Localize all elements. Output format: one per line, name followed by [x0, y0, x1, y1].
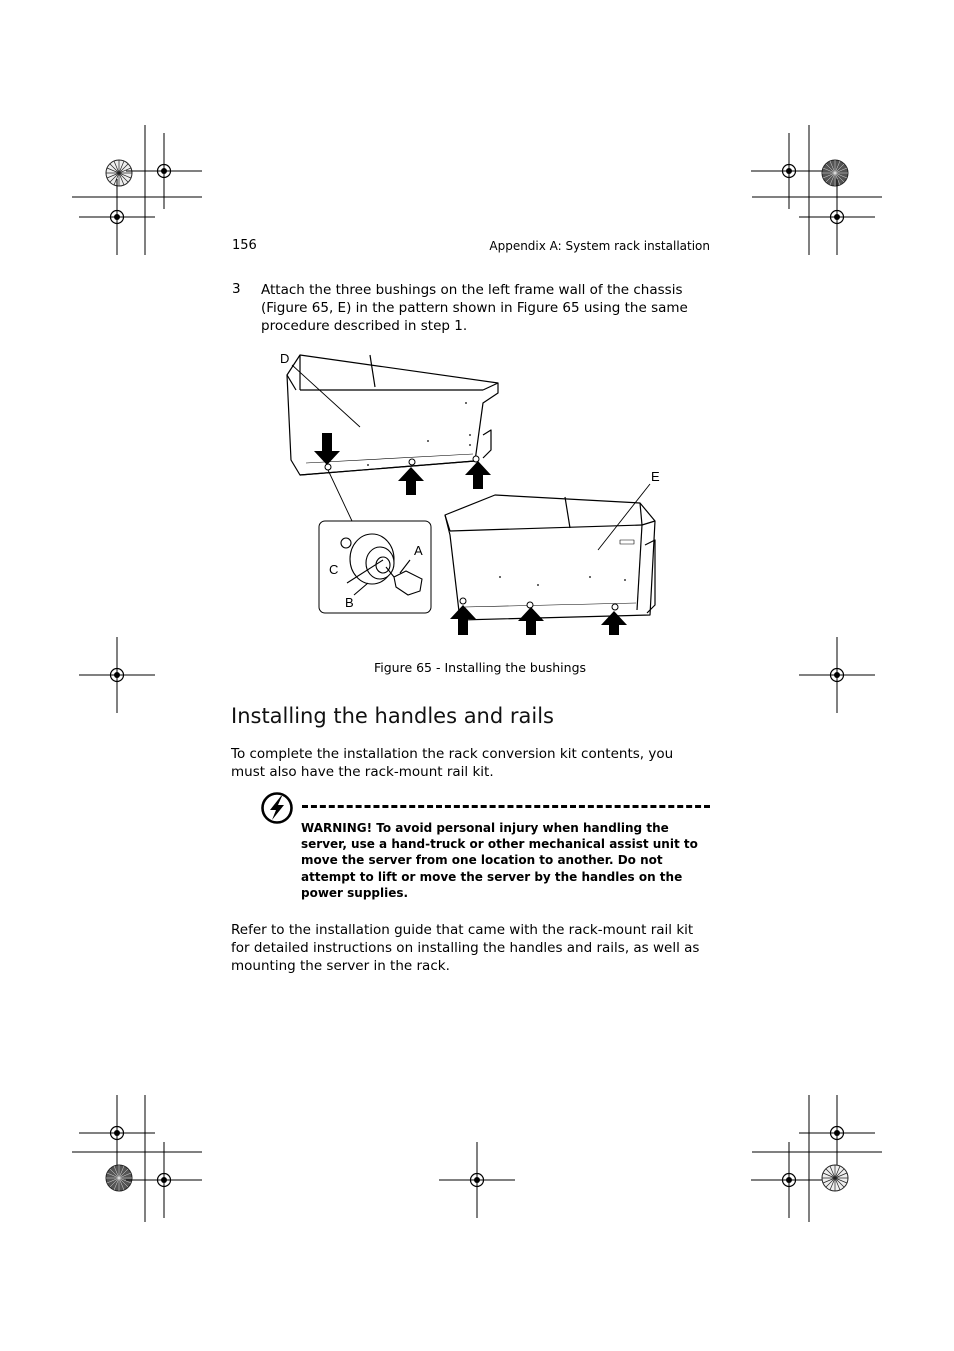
- bushing-installation-figure: [270, 345, 670, 635]
- step-number: 3: [232, 281, 241, 297]
- step-text: Attach the three bushings on the left frame wall of the chassis (Figure 65, E) in the pattern shown in Figure 65 using the same procedure described in step 1.: [261, 282, 688, 334]
- warning-lightning-icon: [260, 791, 294, 825]
- page-number: 156: [232, 238, 257, 253]
- intro-paragraph: To complete the installation the rack conversion kit contents, you must also have the rack-mount rail kit.: [231, 746, 674, 780]
- figure-label-a: A: [414, 543, 423, 558]
- section-title: Installing the handles and rails: [231, 704, 554, 728]
- warning-divider: [302, 805, 710, 808]
- figure-label-b: B: [345, 595, 354, 610]
- running-head: Appendix A: System rack installation: [489, 239, 710, 253]
- warning-text: WARNING! To avoid personal injury when handling the server, use a hand-truck or other mechanical assist unit to move the server from one location to another. Do not attempt to lift or move the server by the handles on the power supplies.: [301, 821, 698, 900]
- figure-caption: Figure 65 - Installing the bushings: [373, 660, 587, 675]
- figure-label-c: C: [329, 562, 339, 577]
- figure-label-e: E: [651, 469, 660, 484]
- closing-paragraph: Refer to the installation guide that came with the rack-mount rail kit for detailed instructions on installing the handles and rails, as well as mounting the server in the rack.: [231, 922, 700, 974]
- figure-label-d: D: [280, 351, 290, 366]
